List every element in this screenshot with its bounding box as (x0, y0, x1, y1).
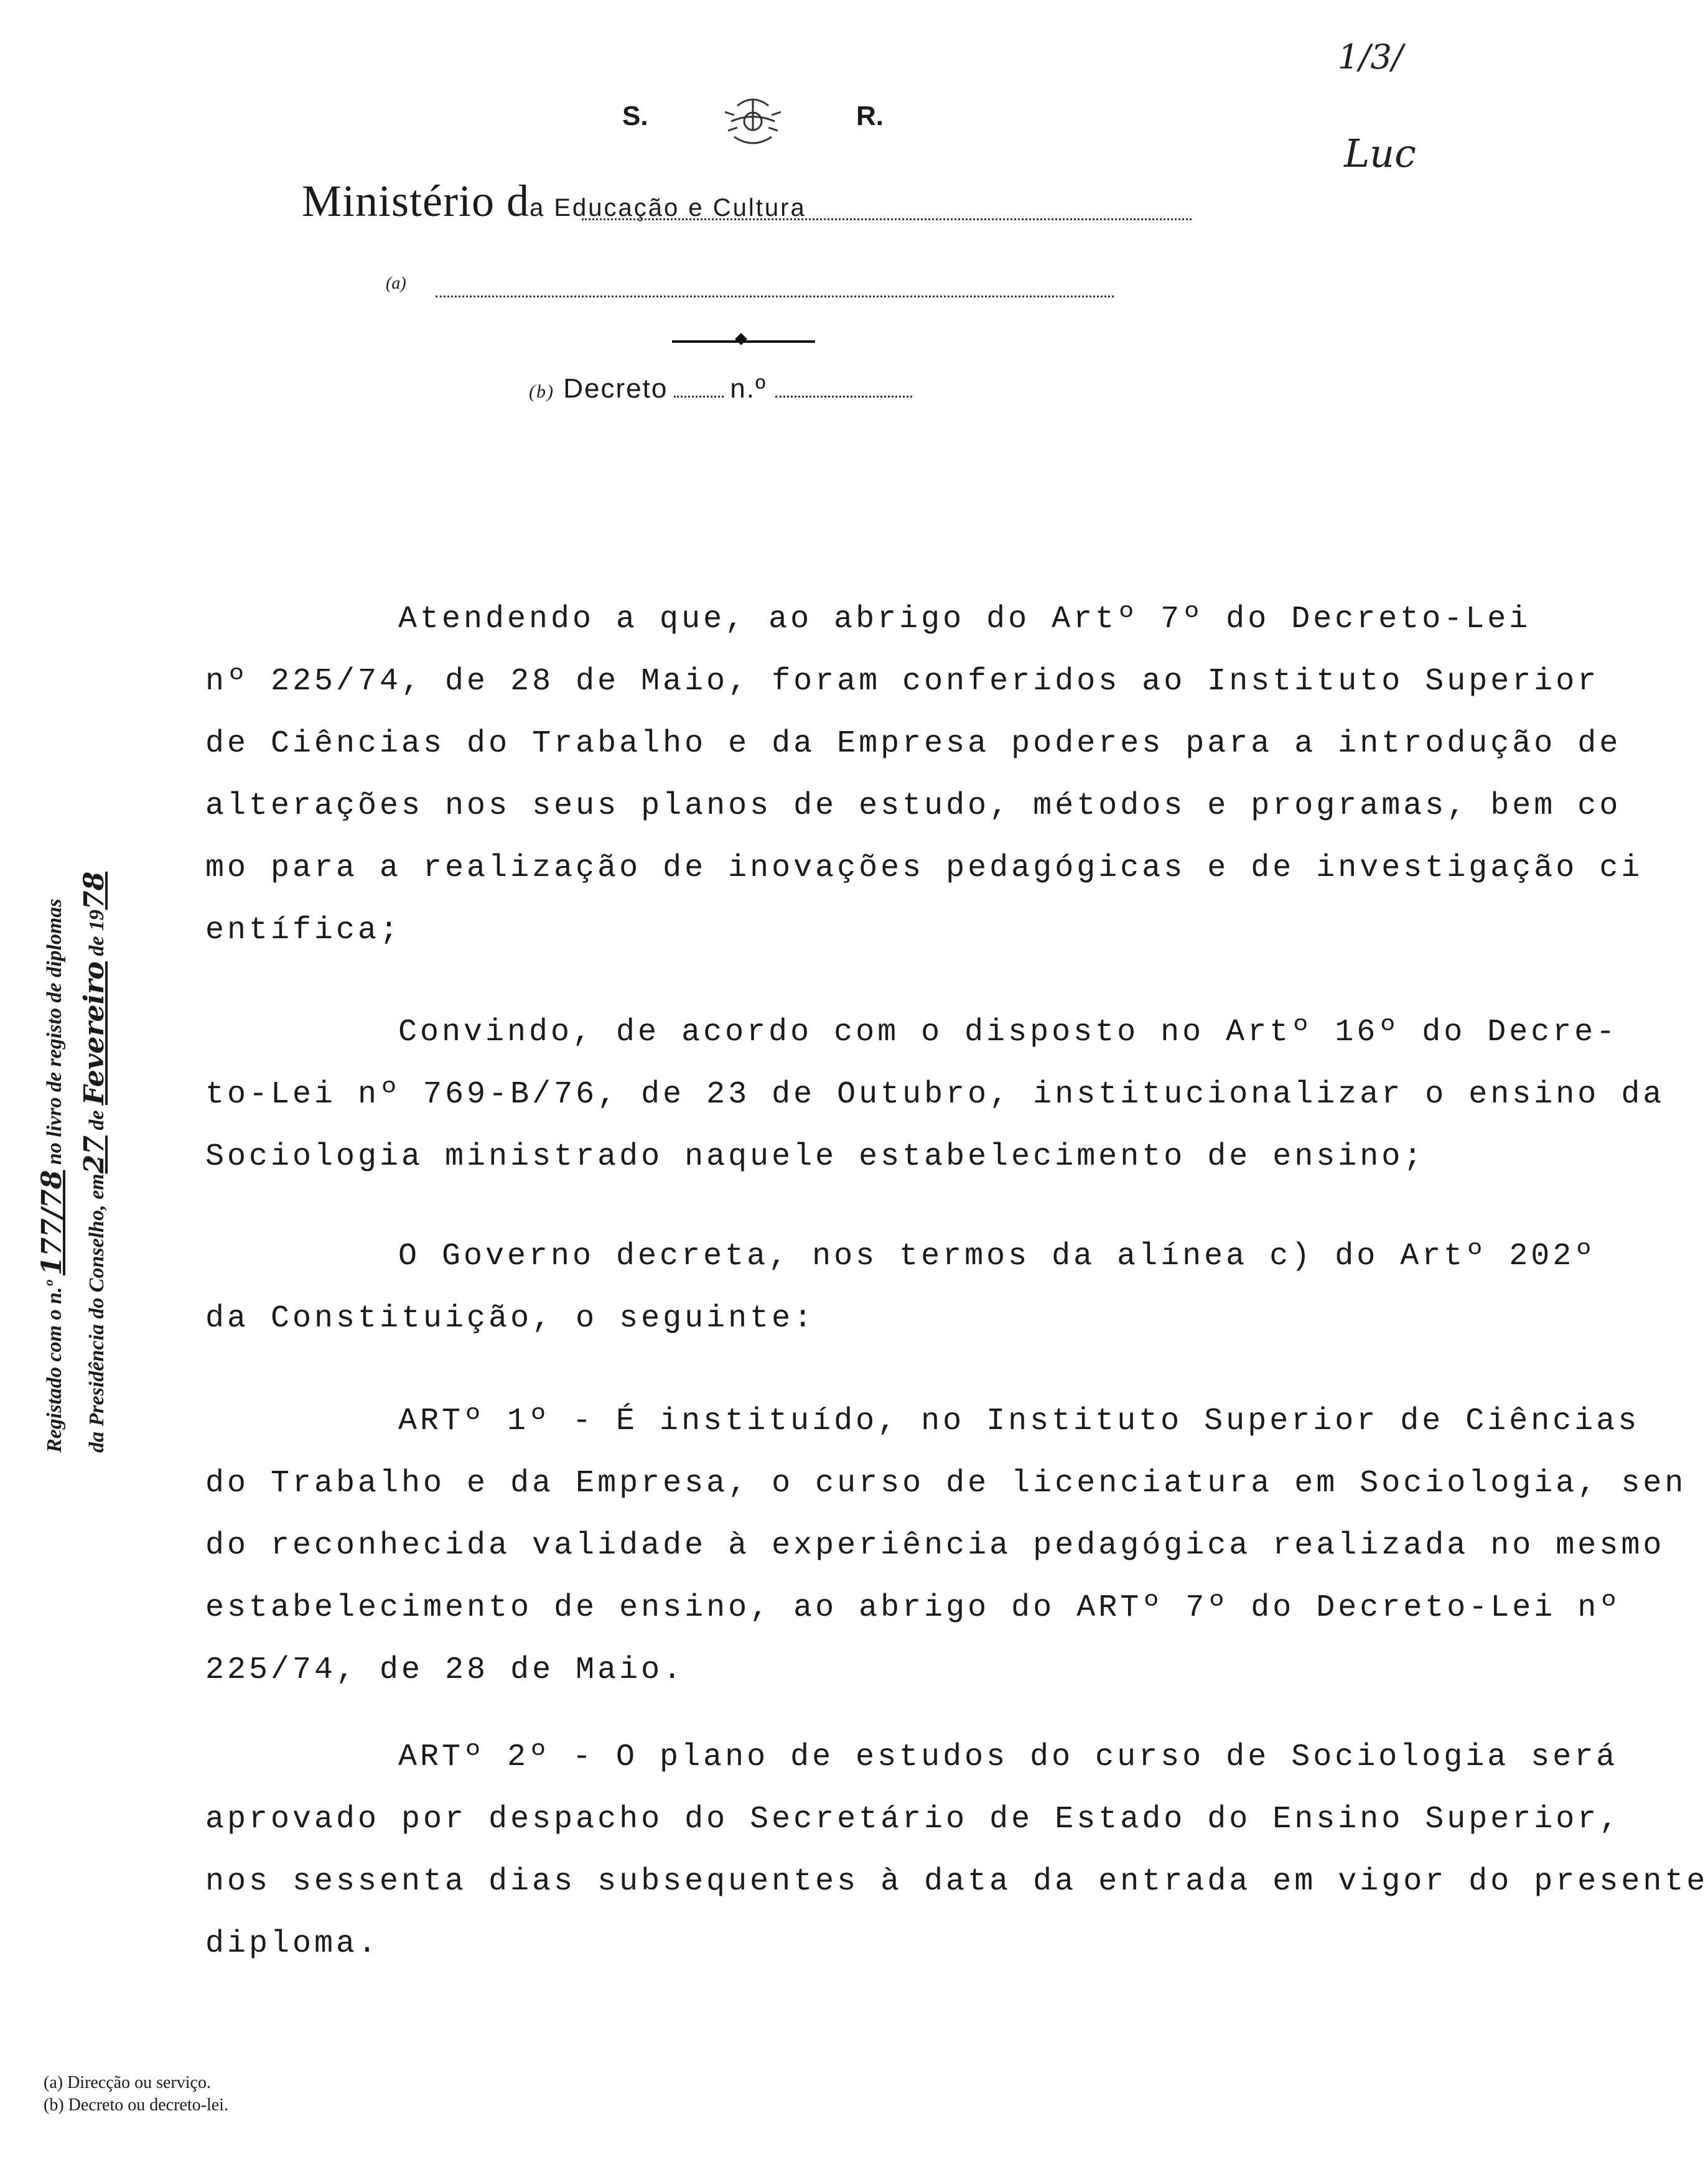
paragraph-line: estabelecimento de ensino, ao abrigo do ARTº 7º do Decreto-Lei nº (205, 1590, 1622, 1626)
handwritten-initials: Luc (1344, 131, 1416, 176)
paragraph-line: de Ciências do Trabalho e da Empresa poderes para a introdução de (205, 726, 1622, 762)
stamp-day: 27 (78, 1135, 110, 1174)
header-r-letter: R. (856, 101, 884, 131)
paragraph-line: aprovado por despacho do Secretário de Estado do Ensino Superior, (205, 1802, 1622, 1837)
stamp-month: Fevereiro (78, 961, 110, 1106)
ministry-line (302, 175, 1192, 231)
decree-line (529, 373, 964, 411)
paragraph-line: Sociologia ministrado naquele estabelecimento de ensino; (205, 1139, 1426, 1175)
ministry-dotted-line (582, 218, 1192, 220)
paragraph-line: ARTº 1º - É instituído, no Instituto Superior de Ciências (398, 1404, 1640, 1439)
service-label: (a) (386, 274, 406, 293)
diamond-icon (735, 333, 747, 345)
stamp-year: 78 (78, 871, 110, 910)
paragraph-line: nº 225/74, de 28 de Maio, foram conferidos ao Instituto Superior (205, 664, 1600, 699)
footnotes (44, 2072, 228, 2117)
paragraph-line: entífica; (205, 913, 402, 948)
stamp-council: da Presidência do Conselho, em (85, 1173, 108, 1453)
service-line (386, 274, 1114, 305)
article-1 (205, 1390, 1686, 1702)
stamp-year-prefix: de 19 (85, 910, 108, 956)
coat-of-arms-icon (716, 87, 790, 156)
paragraph-line: nos sessenta dias subsequentes à data da entrada em vigor do presente (205, 1864, 1708, 1899)
decree-label-b: (b) (529, 381, 554, 402)
footnote-b: (b) Decreto ou decreto-lei. (44, 2095, 228, 2115)
paragraph-line: do reconhecida validade à experiência pedagógica realizada no mesmo (205, 1528, 1665, 1563)
ministry-name: a Educação e Cultura (530, 194, 806, 221)
ministry-prefix: Ministério d (302, 176, 530, 226)
paragraph-line: ARTº 2º - O plano de estudos do curso de Sociologia será (398, 1740, 1618, 1775)
article-2 (205, 1726, 1708, 1975)
paragraph-line: diploma. (205, 1926, 380, 1962)
registration-stamp (19, 647, 131, 1456)
decree-dotted-2 (775, 396, 912, 398)
service-dotted-line (436, 296, 1114, 297)
paragraph-2 (205, 1002, 1664, 1188)
decree-number-label: n.º (730, 373, 767, 404)
stamp-suffix: no livro de registo de diplomas (43, 898, 66, 1165)
footnote-a: (a) Direcção ou serviço. (44, 2073, 211, 2092)
paragraph-line: alterações nos seus planos de estudo, métodos e programas, bem co (205, 788, 1622, 824)
paragraph-line: Convindo, de acordo com o disposto no Artº 16º do Decre- (398, 1015, 1618, 1050)
stamp-de: de (85, 1110, 108, 1130)
stamp-line-2 (75, 650, 117, 1453)
divider-ornament (672, 335, 815, 347)
decree-dotted-1 (674, 396, 724, 398)
paragraph-line: O Governo decreta, nos termos da alínea c) do Artº 202º (398, 1239, 1597, 1274)
paragraph-line: da Constituição, o seguinte: (205, 1301, 816, 1336)
paragraph-1 (205, 589, 1643, 962)
paragraph-line: mo para a realização de inovações pedagógicas e de investigação ci (205, 850, 1643, 886)
header-sr (622, 87, 884, 156)
paragraph-line: Atendendo a que, ao abrigo do Artº 7º do Decreto-Lei (398, 602, 1531, 637)
stamp-line-1 (32, 650, 75, 1453)
paragraph-3 (205, 1226, 1596, 1350)
header-s-letter: S. (622, 101, 648, 131)
decree-label: Decreto (563, 373, 668, 404)
stamp-prefix: Registado com o n.º (43, 1280, 66, 1453)
paragraph-line: 225/74, de 28 de Maio. (205, 1652, 685, 1688)
paragraph-line: to-Lei nº 769-B/76, de 23 de Outubro, institucionalizar o ensino da (205, 1077, 1665, 1112)
handwritten-date: 1/3/ (1338, 37, 1404, 77)
stamp-number: 177/78 (36, 1170, 68, 1275)
paragraph-line: do Trabalho e da Empresa, o curso de licenciatura em Sociologia, sen (205, 1466, 1687, 1501)
